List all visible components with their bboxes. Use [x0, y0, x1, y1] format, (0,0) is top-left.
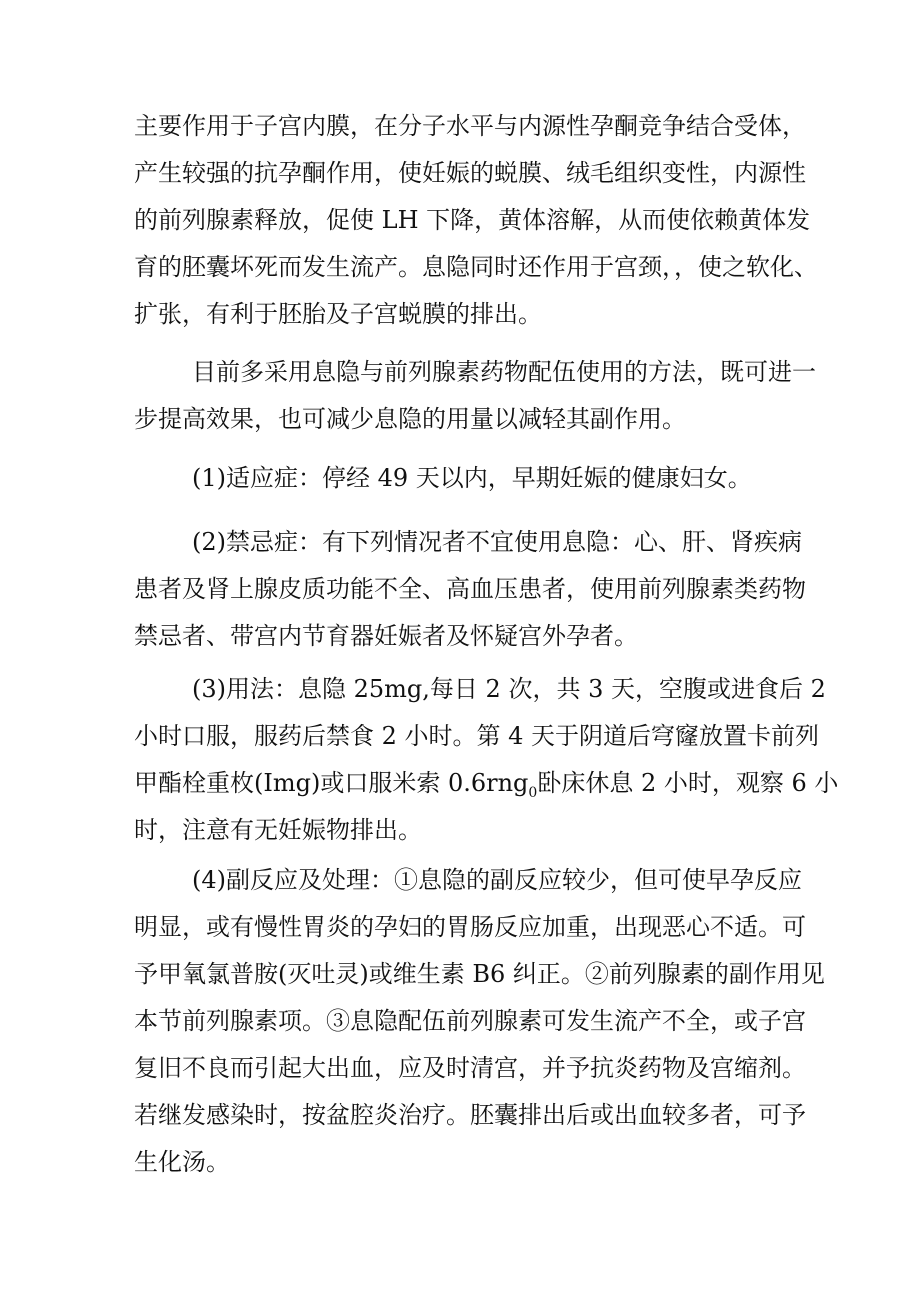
text-line: (4)副反应及处理：①息隐的副反应较少，但可使早孕反应	[192, 866, 802, 894]
text-line: 本节前列腺素项。③息隐配伍前列腺素可发生流产不全，或子宫	[134, 1007, 806, 1035]
text-line: 生化汤。	[134, 1148, 230, 1176]
text-line	[134, 760, 839, 807]
text-line: 扩张，有利于胚胎及子宫蜕膜的排出。	[134, 300, 542, 328]
paragraph-1	[134, 103, 818, 338]
text-segment: 甲酯栓重枚(Img)或口服米索 0.6rng	[134, 769, 529, 797]
text-line: 患者及肾上腺皮质功能不全、高血压患者，使用前列腺素类药物	[134, 575, 806, 603]
text-line: 禁忌者、带宫内节育器妊娠者及怀疑宫外孕者。	[134, 622, 638, 650]
text-line: 产生较强的抗孕酮作用，使妊娠的蜕膜、绒毛组织变性，内源性	[134, 159, 806, 187]
text-line: 步提高效果，也可减少息隐的用量以减轻其副作用。	[134, 405, 686, 433]
text-line: (3)用法：息隐 25mg,每日 2 次，共 3 天，空腹或进食后 2	[192, 675, 826, 703]
text-line: 予甲氧氯普胺(灭吐灵)或维生素 B6 纠正。②前列腺素的副作用见	[134, 960, 825, 988]
paragraph-side-effects	[134, 857, 825, 1186]
text-line: 的前列腺素释放，促使 LH 下降，黄体溶解，从而使依赖黄体发	[134, 206, 811, 234]
text-line: 明显，或有慢性胃炎的孕妇的胃肠反应加重，出现恶心不适。可	[134, 913, 806, 941]
text-line: 复旧不良而引起大出血，应及时清宫，并予抗炎药物及宫缩剂。	[134, 1054, 806, 1082]
text-line: 目前多采用息隐与前列腺素药物配伍使用的方法，既可进一	[192, 358, 816, 386]
text-line: 时，注意有无妊娠物排出。	[134, 816, 422, 844]
text-line: 育的胚囊坏死而发生流产。息隐同时还作用于宫颈，，使之软化、	[134, 253, 818, 281]
text-line: (1)适应症：停经 49 天以内，早期妊娠的健康妇女。	[192, 464, 752, 492]
paragraph-contraindications	[134, 519, 806, 660]
paragraph-indications	[134, 455, 794, 502]
subscript: 0	[528, 784, 538, 801]
text-segment: 卧床休息 2 小时，观察 6 小	[537, 769, 839, 797]
text-line: (2)禁忌症：有下列情况者不宜使用息隐：心、肝、肾疾病	[192, 528, 802, 556]
text-line: 小时口服，服药后禁食 2 小时。第 4 天于阴道后穹窿放置卡前列	[134, 722, 820, 750]
paragraph-usage	[134, 666, 839, 854]
text-line: 主要作用于子宫内膜，在分子水平与内源性孕酮竞争结合受体，	[134, 112, 806, 140]
text-line: 若继发感染时，按盆腔炎治疗。胚囊排出后或出血较多者，可予	[134, 1101, 806, 1129]
paragraph-2	[134, 349, 816, 443]
